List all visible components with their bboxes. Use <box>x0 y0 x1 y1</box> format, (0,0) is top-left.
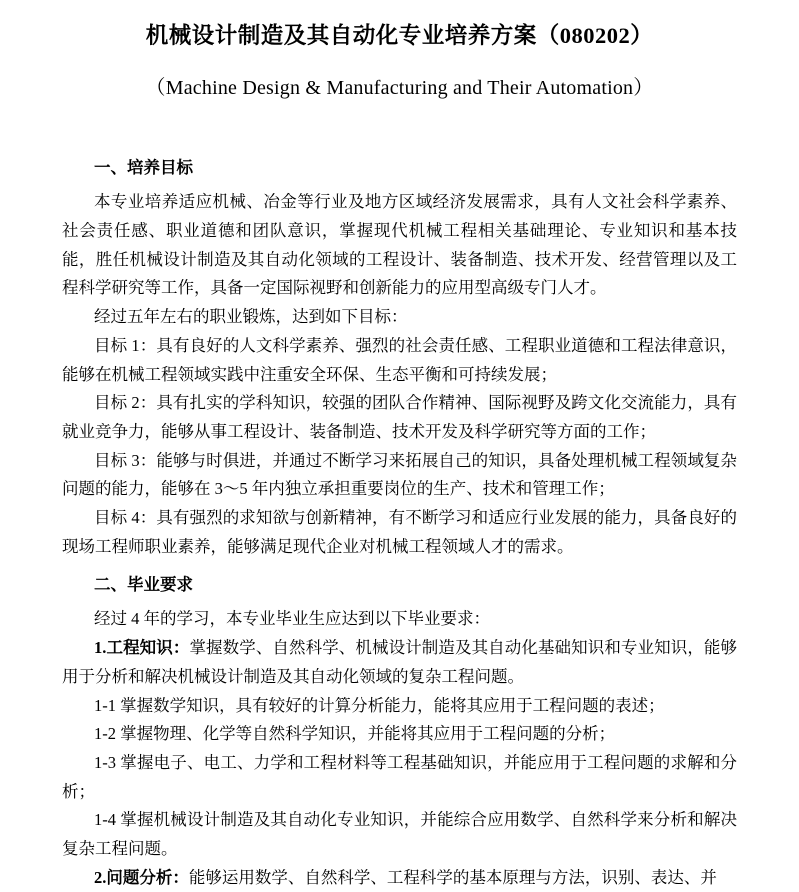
requirement-2-text: 能够运用数学、自然科学、工程科学的基本原理与方法，识别、表达、并 <box>188 867 717 887</box>
requirement-item-1-3: 1-3 掌握电子、电工、力学和工程材料等工程基础知识，并能应用于工程问题的求解和分析； <box>62 752 737 801</box>
paragraph-objectives-intro: 本专业培养适应机械、冶金等行业及地方区域经济发展需求，具有人文社会科学素养、社会责任感、职业道德和团队意识，掌握现代机械工程相关基础理论、专业知识和基本技能，胜任机械设计制造及其自动化领域的工程设计、装备制造、技术开发、经营管理以及工程科学研究等工作，具备一定国际视野和创新能力的应用型高级专门人才。 <box>62 192 737 298</box>
requirement-item-1-2: 1-2 掌握物理、化学等自然科学知识，并能将其应用于工程问题的分析； <box>94 724 616 744</box>
paragraph-objective-1: 目标 1：具有良好的人文科学素养、强烈的社会责任感、工程职业道德和工程法律意识，能够在机械工程领域实践中注重安全环保、生态平衡和可持续发展； <box>62 335 737 384</box>
page-title: 机械设计制造及其自动化专业培养方案（080202） <box>145 23 654 48</box>
paragraph-objectives-lead: 经过五年左右的职业锻炼，达到如下目标： <box>94 307 408 327</box>
requirement-2-lead: 2.问题分析： <box>94 867 189 887</box>
section-gap <box>62 562 737 571</box>
page-subtitle: （Machine Design & Manufacturing and Their Automation） <box>145 76 654 99</box>
section-heading-training-objectives: 一、培养目标 <box>94 157 193 177</box>
requirement-item-1-4: 1-4 掌握机械设计制造及其自动化专业知识，并能综合应用数学、自然科学来分析和解决复杂工程问题。 <box>62 810 737 859</box>
requirement-1-text: 掌握数学、自然科学、机械设计制造及其自动化基础知识和专业知识，能够用于分析和解决机械设计制造及其自动化领域的复杂工程问题。 <box>62 638 738 686</box>
requirement-item-1-1: 1-1 掌握数学知识，具有较好的计算分析能力，能将其应用于工程问题的表述； <box>94 695 665 715</box>
requirement-2 <box>62 864 737 892</box>
paragraph-objective-3: 目标 3：能够与时俱进，并通过不断学习来拓展自己的知识，具备处理机械工程领域复杂问题的能力，能够在 3～5 年内独立承担重要岗位的生产、技术和管理工作； <box>62 450 737 499</box>
paragraph-graduation-intro: 经过 4 年的学习，本专业毕业生应达到以下毕业要求： <box>94 609 490 629</box>
title-spacer <box>62 102 737 154</box>
requirement-1-lead: 1.工程知识： <box>94 638 190 658</box>
paragraph-objective-2: 目标 2：具有扎实的学科知识，较强的团队合作精神、国际视野及跨文化交流能力，具有就业竞争力，能够从事工程设计、装备制造、技术开发及科学研究等方面的工作； <box>62 393 737 441</box>
requirement-1 <box>62 634 737 691</box>
paragraph-objective-4: 目标 4：具有强烈的求知欲与创新精神，有不断学习和适应行业发展的能力，具备良好的现场工程师职业素养，能够满足现代企业对机械工程领域人才的需求。 <box>62 508 737 556</box>
section-heading-graduation-requirements: 二、毕业要求 <box>94 574 193 594</box>
